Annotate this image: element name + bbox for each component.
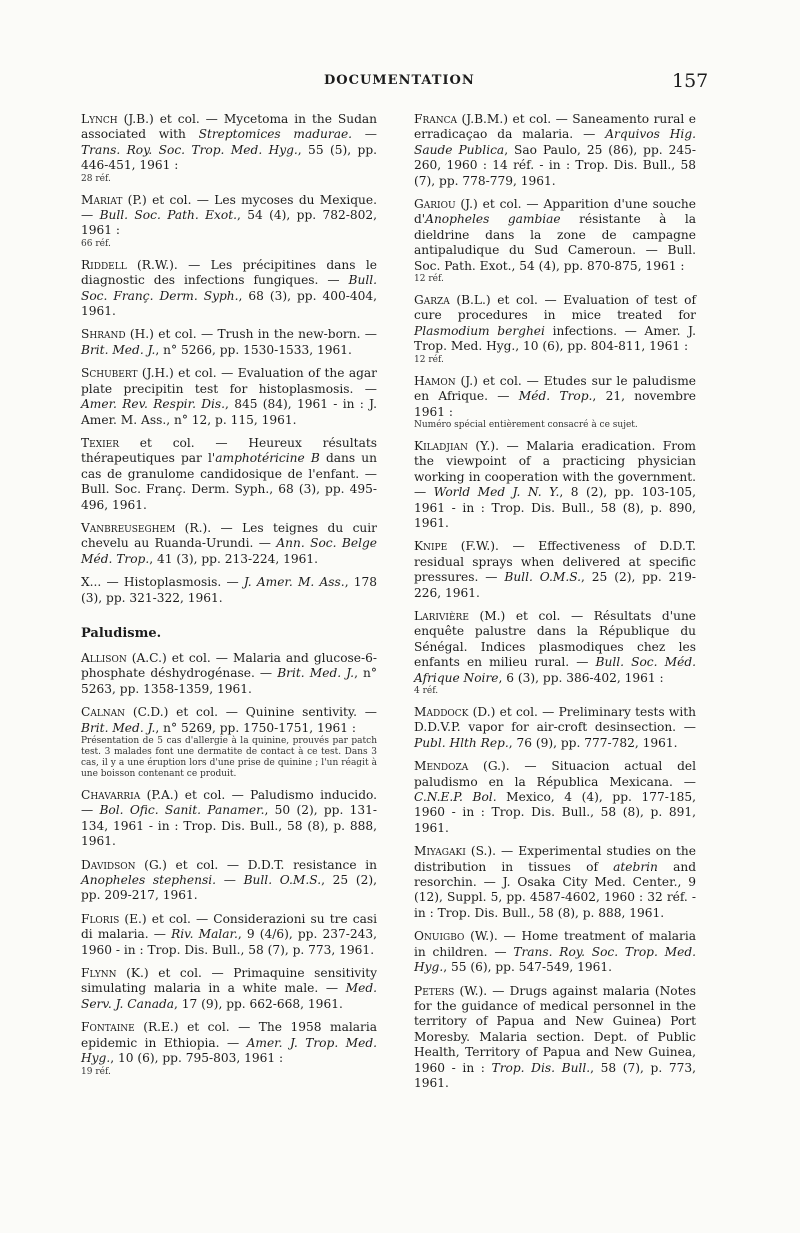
reference-details: résistante à la dieldrine dans la zone de campagne antipaludique du Sud Cameroun. — Bull. Soc. Path. Exot., 54 (4), pp. 870-875, 1961 : xyxy=(414,212,696,273)
reference-entry xyxy=(81,193,377,250)
reference-text: (J.) et col. — Etudes sur le paludisme en Afrique. — xyxy=(414,373,696,404)
reference-details: , 21, novembre 1961 : xyxy=(414,389,696,419)
reference-text: (W.). — Home treatment of malaria in children. — xyxy=(414,929,696,959)
reference-entry xyxy=(414,112,696,189)
page-number: 157 xyxy=(672,70,709,92)
reference-details: , 54 (4), pp. 782-802, 1961 : xyxy=(81,208,378,238)
reference-journal: Trop. Dis. Bull. xyxy=(491,1060,591,1075)
reference-details: , 76 (9), pp. 777-782, 1961. xyxy=(508,735,678,750)
reference-text: (M.) et col. — Résultats d'une enquête palustre dans la République du Sénégal. Indices plasmodiques chez les enfants en milieu rural. — xyxy=(414,608,696,670)
reference-details: , 41 (3), pp. 213-224, 1961. xyxy=(149,551,318,566)
reference-author: Schubert xyxy=(81,366,138,381)
reference-journal: Plasmodium berghei xyxy=(414,323,545,338)
reference-journal: Riv. Malar. xyxy=(171,927,238,942)
reference-note: 28 réf. xyxy=(81,173,111,184)
reference-details: , n° 5266, pp. 1530-1533, 1961. xyxy=(155,342,352,357)
reference-entry xyxy=(414,705,696,751)
reference-text: (E.) et col. — Considerazioni su tre casi di malaria. — xyxy=(81,911,377,942)
reference-text: (P.A.) et col. — Paludismo inducido. — xyxy=(81,788,377,818)
reference-author: Chavarria xyxy=(81,788,141,802)
reference-details: , 17 (9), pp. 662-668, 1961. xyxy=(174,996,343,1011)
reference-entry xyxy=(81,1020,377,1077)
reference-entry xyxy=(81,705,377,780)
reference-details: dans un cas de granulome candidosique de l'enfant. — Bull. Soc. Franç. Derm. Syph., 68 (3), pp. 495-496, 1961. xyxy=(81,451,378,512)
reference-details: , 55 (5), pp. 446-451, 1961 : xyxy=(81,142,377,173)
reference-author: Vanbreuseghem xyxy=(81,520,176,535)
reference-details: , 9 (4/6), pp. 237-243, 1960 - in : Trop. Dis. Bull., 58 (7), p. 773, 1961. xyxy=(81,927,377,957)
reference-author: Riddell xyxy=(81,257,127,272)
reference-journal: Bull. Soc. Méd. Afrique Noire xyxy=(414,655,696,685)
right-column xyxy=(414,112,696,1099)
reference-author: X... xyxy=(81,575,102,590)
reference-entry xyxy=(81,858,377,904)
reference-journal: amphotéricine B xyxy=(215,451,320,466)
reference-journal: J. Amer. M. Ass. xyxy=(243,575,345,590)
reference-text: (J.B.M.) et col. — Saneamento rural e erradicaçao da malaria. — xyxy=(414,112,696,142)
reference-text: (D.) et col. — Preliminary tests with D.D.V.P. vapor for air-croft desinsection. — xyxy=(414,705,696,735)
reference-journal: Trans. Roy. Soc. Trop. Med. Hyg. xyxy=(414,944,696,975)
reference-author: Larivière xyxy=(414,608,469,623)
reference-journal: Med. Serv. J. Canada xyxy=(81,981,377,1011)
reference-author: Franca xyxy=(414,112,457,126)
reference-author: Mendoza xyxy=(414,759,469,774)
reference-note: 66 réf. xyxy=(81,238,111,249)
reference-details: , 6 (3), pp. 386-402, 1961 : xyxy=(498,670,664,685)
reference-journal: Amer. Rev. Respir. Dis. xyxy=(81,397,226,412)
reference-details: infections. — Amer. J. Trop. Med. Hyg., 10 (6), pp. 804-811, 1961 : xyxy=(414,323,696,354)
reference-details: , 845 (84), 1961 - in : J. Amer. M. Ass., n° 12, p. 115, 1961. xyxy=(81,397,377,427)
reference-text: (C.D.) et col. — Quinine sentivity. — xyxy=(125,705,377,720)
page-header xyxy=(0,70,800,94)
reference-author: Calnan xyxy=(81,705,126,720)
reference-journal: Anopheles stephensi. — Bull. O.M.S. xyxy=(81,873,322,888)
reference-details: , 8 (2), pp. 103-105, 1961 - in : Trop. Dis. Bull., 58 (8), p. 890, 1961. xyxy=(414,485,696,530)
reference-text: (J.B.) et col. — Mycetoma in the Sudan associated with xyxy=(81,112,377,142)
reference-entry xyxy=(81,327,377,358)
reference-entry xyxy=(414,609,696,697)
reference-journal: Ann. Soc. Belge Méd. Trop. xyxy=(81,536,377,566)
reference-text: (A.C.) et col. — Malaria and glucose-6-phosphate déshydrogénase. — xyxy=(81,650,377,681)
reference-details: , 10 (6), pp. 795-803, 1961 : xyxy=(110,1051,284,1066)
reference-details: , n° 5269, pp. 1750-1751, 1961 : xyxy=(155,720,356,735)
reference-details: , 68 (3), pp. 400-404, 1961. xyxy=(81,288,377,319)
reference-journal: C.N.E.P. Bol. xyxy=(414,790,497,805)
reference-text: (J.H.) et col. — Evaluation of the agar plate precipitin test for histoplasmosis. — xyxy=(81,366,377,396)
reference-journal: atebrin xyxy=(613,859,658,874)
reference-journal: Brit. Med. J. xyxy=(277,666,355,681)
reference-note: 19 réf. xyxy=(81,1066,111,1077)
reference-journal: Amer. J. Trop. Med. Hyg. xyxy=(81,1035,377,1066)
reference-text: (F.W.). — Effectiveness of D.D.T. residual sprays when delivered at specific pressures. — xyxy=(414,539,696,585)
reference-note: Numéro spécial entièrement consacré à ce sujet. xyxy=(414,419,638,430)
reference-entry xyxy=(414,539,696,601)
reference-journal: Bull. Soc. Franç. Derm. Syph. xyxy=(81,273,377,303)
reference-details: , 178 (3), pp. 321-322, 1961. xyxy=(81,575,378,605)
reference-author: Mariat xyxy=(81,192,123,207)
reference-author: Peters xyxy=(414,983,455,998)
reference-author: Allison xyxy=(81,650,127,665)
reference-author: Davidson xyxy=(81,857,136,872)
reference-author: Gariou xyxy=(414,197,456,212)
running-title: DOCUMENTATION xyxy=(324,73,475,88)
reference-journal: Méd. Trop. xyxy=(518,389,593,404)
reference-journal: Publ. Hlth Rep. xyxy=(414,735,509,750)
reference-journal: Bull. Soc. Path. Exot. xyxy=(99,208,237,223)
reference-entry xyxy=(414,984,696,1092)
reference-entry xyxy=(81,436,377,513)
reference-details: , 58 (7), p. 773, 1961. xyxy=(414,1060,696,1090)
reference-entry xyxy=(414,197,696,285)
reference-journal: Arquivos Hig. Saude Publica xyxy=(414,127,696,157)
reference-author: Kiladjian xyxy=(414,438,468,453)
reference-text: (G.) et col. — D.D.T. resistance in xyxy=(135,857,377,872)
reference-details: , 50 (2), pp. 131-134, 1961 - in : Trop. Dis. Bull., 58 (8), p. 888, 1961. xyxy=(81,803,377,849)
reference-entry xyxy=(81,521,377,567)
reference-author: Maddock xyxy=(414,705,469,719)
reference-author: Floris xyxy=(81,911,120,926)
reference-entry xyxy=(414,293,696,366)
reference-details: Mexico, 4 (4), pp. 177-185, 1960 - in : Trop. Dis. Bull., 58 (8), p. 891, 1961. xyxy=(414,790,696,835)
reference-author: Flynn xyxy=(81,966,117,981)
reference-text: (W.). — Drugs against malaria (Notes for the guidance of medical personnel in the territory of Papua and New Guinea) Port Moresby. Malaria section. Dept. of Public Health, Territory of Papua and New Guinea, 1960 - in : xyxy=(414,983,696,1075)
reference-entry xyxy=(81,258,377,320)
reference-text: (H.) et col. — Trush in the new-born. — xyxy=(125,327,377,342)
mycoses-reference-list xyxy=(81,112,377,606)
reference-note: Présentation de 5 cas d'allergie à la quinine, prouvés par patch test. 3 malades font une dermatite de contact à ce test. Dans 3 cas, il y a une éruption lors d'une prise de quinine ; l'un réagit à une boisson contenant ce produit. xyxy=(81,736,377,779)
reference-details: , n° 5263, pp. 1358-1359, 1961. xyxy=(81,666,377,696)
reference-journal: Anopheles gambiae xyxy=(425,212,561,227)
reference-text: et col. — Heureux résultats thérapeutiques par l' xyxy=(81,435,377,466)
reference-author: Hamon xyxy=(414,373,456,388)
reference-text: (Y.). — Malaria eradication. From the viewpoint of a practicing physician working in cooperation with the government. — xyxy=(414,438,696,500)
reference-author: Shrand xyxy=(81,327,126,342)
reference-text: (K.) et col. — Primaquine sensitivity simulating malaria in a white male. — xyxy=(81,966,377,996)
reference-journal: Brit. Med. J. xyxy=(81,720,156,735)
left-column xyxy=(81,112,377,1086)
reference-entry xyxy=(414,929,696,975)
reference-journal: Brit. Med. J. xyxy=(81,342,156,357)
reference-text: (R.W.). — Les précipitines dans le diagnostic des infections fungiques. — xyxy=(81,257,377,288)
reference-text: (S.). — Experimental studies on the distribution in tissues of xyxy=(414,844,696,874)
reference-note: 12 réf. xyxy=(414,274,444,285)
reference-author: Fontaine xyxy=(81,1020,135,1035)
paludisme-reference-list-continued xyxy=(414,112,696,1091)
reference-details: , 25 (2), pp. 219-226, 1961. xyxy=(414,570,696,600)
reference-entry xyxy=(414,439,696,531)
reference-entry xyxy=(414,374,696,431)
reference-journal: Bol. Ofic. Sanit. Panamer. xyxy=(99,803,265,818)
section-title: Paludisme. xyxy=(81,625,162,641)
reference-details: , Sao Paulo, 25 (86), pp. 245-260, 1960 : 14 réf. - in : Trop. Dis. Bull., 58 (7), pp. 778-779, 1961. xyxy=(414,142,696,188)
reference-journal: World Med J. N. Y. xyxy=(433,485,560,500)
reference-entry xyxy=(81,966,377,1012)
reference-journal: Streptomices madurae. — Trans. Roy. Soc. Trop. Med. Hyg. xyxy=(81,127,377,157)
reference-text: (P.) et col. — Les mycoses du Mexique. — xyxy=(81,192,377,223)
reference-text: (B.L.) et col. — Evaluation of test of cure procedures in mice treated for xyxy=(414,293,696,323)
reference-entry xyxy=(81,912,377,958)
reference-author: Onuigbo xyxy=(414,929,465,944)
reference-entry xyxy=(81,112,377,185)
reference-entry xyxy=(414,844,696,921)
reference-details: , 55 (6), pp. 547-549, 1961. xyxy=(443,960,612,975)
reference-entry xyxy=(81,651,377,697)
reference-author: Lynch xyxy=(81,112,118,126)
reference-details: and resorchin. — J. Osaka City Med. Center., 9 (12), Suppl. 5, pp. 4587-4602, 1960 : 32 réf. - in : Trop. Dis. Bull., 58 (8), p. 888, 1961. xyxy=(414,859,697,920)
reference-details: , 25 (2), pp. 209-217, 1961. xyxy=(81,873,377,903)
reference-note: 12 réf. xyxy=(414,354,444,365)
reference-text: (J.) et col. — Apparition d'une souche d' xyxy=(414,197,696,227)
reference-entry xyxy=(414,759,696,836)
reference-entry xyxy=(81,366,377,428)
reference-text: (G.). — Situacion actual del paludismo en la Républica Mexicana. — xyxy=(414,759,696,789)
reference-text: (R.E.) et col. — The 1958 malaria epidemic in Ethiopia. — xyxy=(81,1020,377,1050)
reference-author: Miyagaki xyxy=(414,844,466,859)
paludisme-reference-list xyxy=(81,651,377,1078)
reference-entry xyxy=(81,575,377,606)
reference-author: Knipe xyxy=(414,539,448,554)
reference-author: Texier xyxy=(81,435,120,450)
reference-journal: Bull. O.M.S. xyxy=(504,570,582,585)
reference-text: (R.). — Les teignes du cuir chevelu au Ruanda-Urundi. — xyxy=(81,520,377,551)
reference-note: 4 réf. xyxy=(414,686,439,696)
reference-text: — Histoplasmosis. — xyxy=(101,575,244,590)
reference-author: Garza xyxy=(414,293,450,308)
reference-entry xyxy=(81,788,377,850)
